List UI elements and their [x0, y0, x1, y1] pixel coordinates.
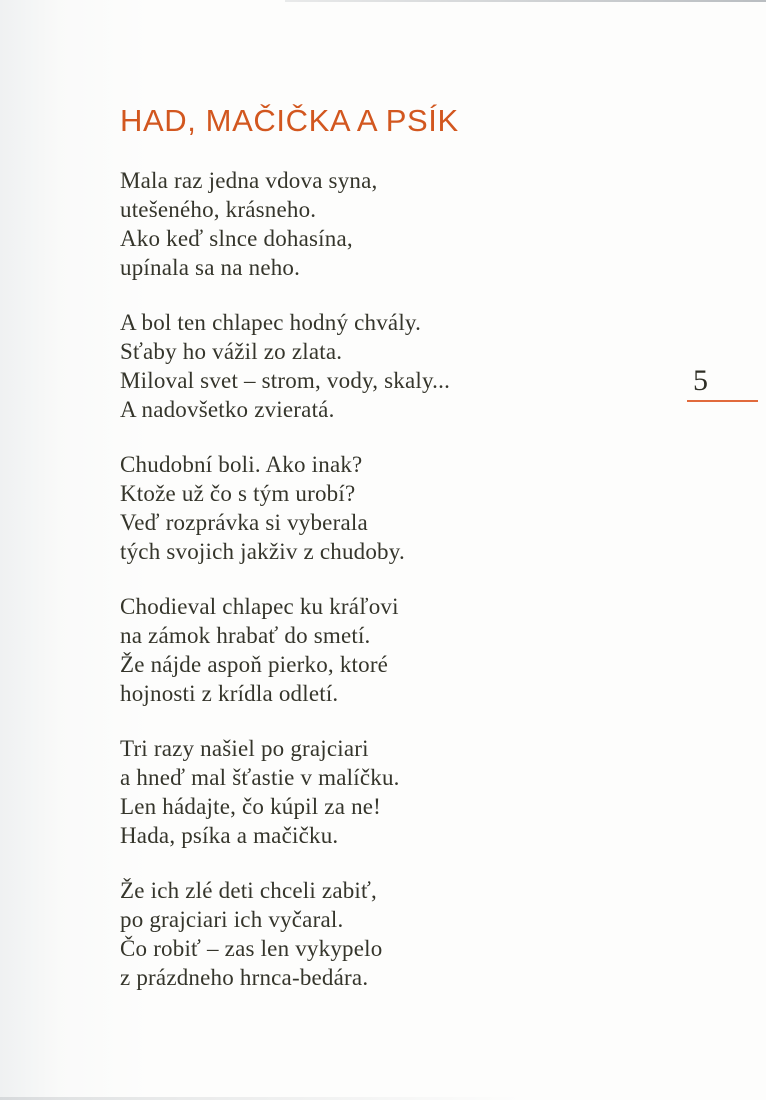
stanza-2 — [120, 308, 450, 424]
poem-line: Že ich zlé deti chceli zabiť, — [120, 878, 377, 903]
stanza-6 — [120, 876, 450, 992]
poem-line: Mala raz jedna vdova syna, — [120, 168, 378, 193]
poem-line: a hneď mal šťastie v malíčku. — [120, 765, 400, 790]
poem-line: tých svojich jakživ z chudoby. — [120, 539, 405, 564]
poem-line: Ako keď slnce dohasína, — [120, 226, 353, 251]
poem-line: A bol ten chlapec hodný chvály. — [120, 310, 422, 335]
stanza-3 — [120, 450, 450, 566]
stanza-5 — [120, 734, 450, 850]
stanza-1 — [120, 166, 450, 282]
poem-line: Chudobní boli. Ako inak? — [120, 452, 363, 477]
page-number: 5 — [693, 364, 708, 397]
poem-line: na zámok hrabať do smetí. — [120, 623, 371, 648]
stanza-4 — [120, 592, 450, 708]
poem-line: Miloval svet – strom, vody, skaly... — [120, 368, 451, 393]
poem-line: Chodieval chlapec ku kráľovi — [120, 594, 399, 619]
poem-line: hojnosti z krídla odletí. — [120, 681, 339, 706]
page-number-block — [687, 362, 758, 402]
poem-line: Že nájde aspoň pierko, ktoré — [120, 652, 389, 677]
poem-line: utešeného, krásneho. — [120, 197, 317, 222]
scan-edge-top-artifact — [285, 0, 766, 2]
poem-line: po grajciari ich vyčaral. — [120, 907, 344, 932]
poem-title: HAD, MAČIČKA A PSÍK — [120, 103, 459, 138]
poem-line: Hada, psíka a mačičku. — [120, 823, 339, 848]
poem-line: z prázdneho hrnca-bedára. — [120, 965, 369, 990]
poem-line: Sťaby ho vážil zo zlata. — [120, 339, 343, 364]
poem-line: upínala sa na neho. — [120, 255, 301, 280]
poem-line: Veď rozprávka si vyberala — [120, 510, 368, 535]
page-number-rule — [687, 400, 758, 402]
poem-line: Ktože už čo s tým urobí? — [120, 481, 356, 506]
poem-line: A nadovšetko zvieratá. — [120, 397, 335, 422]
poem-body — [120, 166, 450, 1018]
poem-line: Čo robiť – zas len vykypelo — [120, 936, 383, 961]
poem-line: Len hádajte, čo kúpil za ne! — [120, 794, 382, 819]
poem-line: Tri razy našiel po grajciari — [120, 736, 369, 761]
